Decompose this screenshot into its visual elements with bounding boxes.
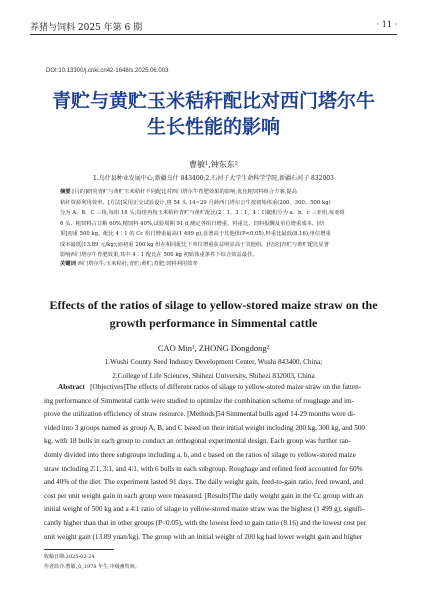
abstract-en-label: Abstract (58, 383, 85, 391)
abstract-cn-line: 影响西门塔尔牛育肥效果,其中 4∶1 配比在 500 kg 初始体重条件下综合效益最佳。 (60, 252, 258, 258)
abstract-cn-line: 秸秆资源利用效率。[方法]采用正交试验设计,将 54 头 14~29 月龄西门塔尔公牛按初始体重(200、300、500 kg) (60, 199, 331, 206)
footnote-author-bio: 作者简介:曹敏,女,1978 年生,中级畜牧师。 (44, 564, 140, 570)
abstract-cn-line: 分为 A、B、C 三组,每组 18 头;每组再按玉米秸秆青贮与黄贮配比(2∶1、3∶1、4∶1)随机分为 a、b、c 三亚组,每亚组 (60, 210, 345, 216)
abstract-en-line: ing performance of Simmental cattle were studied to optimize the combination scheme of roughage and im- (44, 396, 354, 405)
keywords-cn-text: 西门塔尔牛;玉米秸秆;青贮;黄贮;育肥;饲料利用效率 (77, 261, 198, 267)
title-en-line-1: Effects of the ratios of silage to yellow-stored maize straw on the (49, 298, 378, 312)
title-cn-line-1: 青贮与黄贮玉米秸秆配比对西门塔尔牛 (51, 90, 375, 112)
title-en-line-2: growth performance in Simmental cattle (109, 316, 318, 330)
keywords-cn (60, 259, 373, 267)
abstract-cn (60, 187, 373, 261)
footnote-received: 收稿日期:2025-02-24 (44, 554, 95, 560)
abstract-en-line: unit weight gain (13.89 yuan/kg). The group with an initial weight of 200 kg had lower weight gain and higher (44, 532, 363, 541)
title-cn-line-2: 生长性能的影响 (146, 116, 280, 138)
abstract-en-line: straw including 2∶1, 3∶1, and 4∶1, with 6 bulls in each subgroup. Roughage and refined feed accounted for 60% (44, 464, 363, 473)
running-header (30, 19, 397, 35)
abstract-en (44, 381, 387, 544)
abstract-cn-line: 摘要 [目的]研究青贮与黄贮玉米秸秆不同配比对西门塔尔牛育肥效果的影响,优化粗饲料组合方案,提高 (60, 189, 297, 195)
abstract-en-line: Abstract [Objectives]The effects of different ratios of silage to yellow-stored maize straw on the fatten- (58, 383, 362, 391)
doi: DOI:10.13300/j.cnki.cn42-1648/s.2025.06.003 (46, 68, 169, 74)
authors-en: CAO Min¹, ZHONG Dongdong² (157, 343, 270, 353)
abstract-en-line: initial weight of 500 kg and a 4∶1 ratio of silage to yellow-stored maize straw was the highest (1 499 g), signifi- (44, 505, 365, 514)
affiliation-cn: 1.乌什县种业发展中心,新疆乌什 843400;2.石河子大学生命科学学院,新疆石河子 832003 (93, 175, 334, 182)
abstract-en-line: prove the utilization efficiency of straw resource. [Methods]54 Simmental bulls aged 14-29 months were di- (44, 410, 356, 419)
abstract-en-line: vided into 3 groups named as group A, B, and C based on their initial weight including 200 kg, 300 kg, and 500 (44, 423, 366, 432)
footnote-divider (44, 549, 114, 550)
abstract-en-line: and 40% of the diet. The experiment lasted 91 days. The daily weight gain, feed-to-gain ratio, feed reward, and (44, 478, 364, 487)
abstract-en-line: kg, with 18 bulls in each group to conduct an orthogonal experimental design. Each group was further ran- (44, 437, 351, 446)
abstract-cn-line: 成本最低(13.89 元/kg);而初重 200 kg 组在相同配比下单位增重获益明显高于其他组。[结论]青贮与黄贮配比显著 (60, 241, 329, 248)
abstract-en-line: cantly higher than that in other groups (P<0.05), with the lowest feed to gain ratio (8.16) and the lowest cost per (44, 518, 367, 527)
page-number: · 11 · (376, 20, 397, 29)
journal-name: 养猪与饲料 2025 年第 6 期 (30, 23, 143, 33)
abstract-en-line: domly divided into three subgroups including a, b, and c based on the ratios of silage to yellow-stored maize (44, 450, 356, 459)
affiliation-en-1: 1.Wushi County Seed Industry Development Center, Wushi 843400, China; (104, 358, 323, 366)
abstract-en-line: cost per unit weight gain in each group were measured. [Results]The daily weight gain in the Cc group with an (44, 491, 363, 500)
authors-cn: 曹敏¹,钟东东² (189, 160, 238, 169)
abstract-cn-line: 果]初重 500 kg、配比 4∶1 的 Cc 组日增重最高(1 499 g),显著高于其他组(P<0.05),料重比最低(8.16),单位增重 (60, 231, 331, 237)
keywords-cn-label: 关键词 (60, 261, 76, 267)
abstract-cn-line: 6 头。粗饲料占日粮 60%,精饲料 40%,试验周期 91 d,测定各组日增重、料重比、饲料报酬及单位增重成本。[结 (60, 220, 325, 227)
affiliation-en-2: 2.College of Life Sciences, Shihezi University, Shihezi 832003, China (112, 372, 315, 380)
abstract-cn-label: 摘要 (60, 189, 71, 195)
